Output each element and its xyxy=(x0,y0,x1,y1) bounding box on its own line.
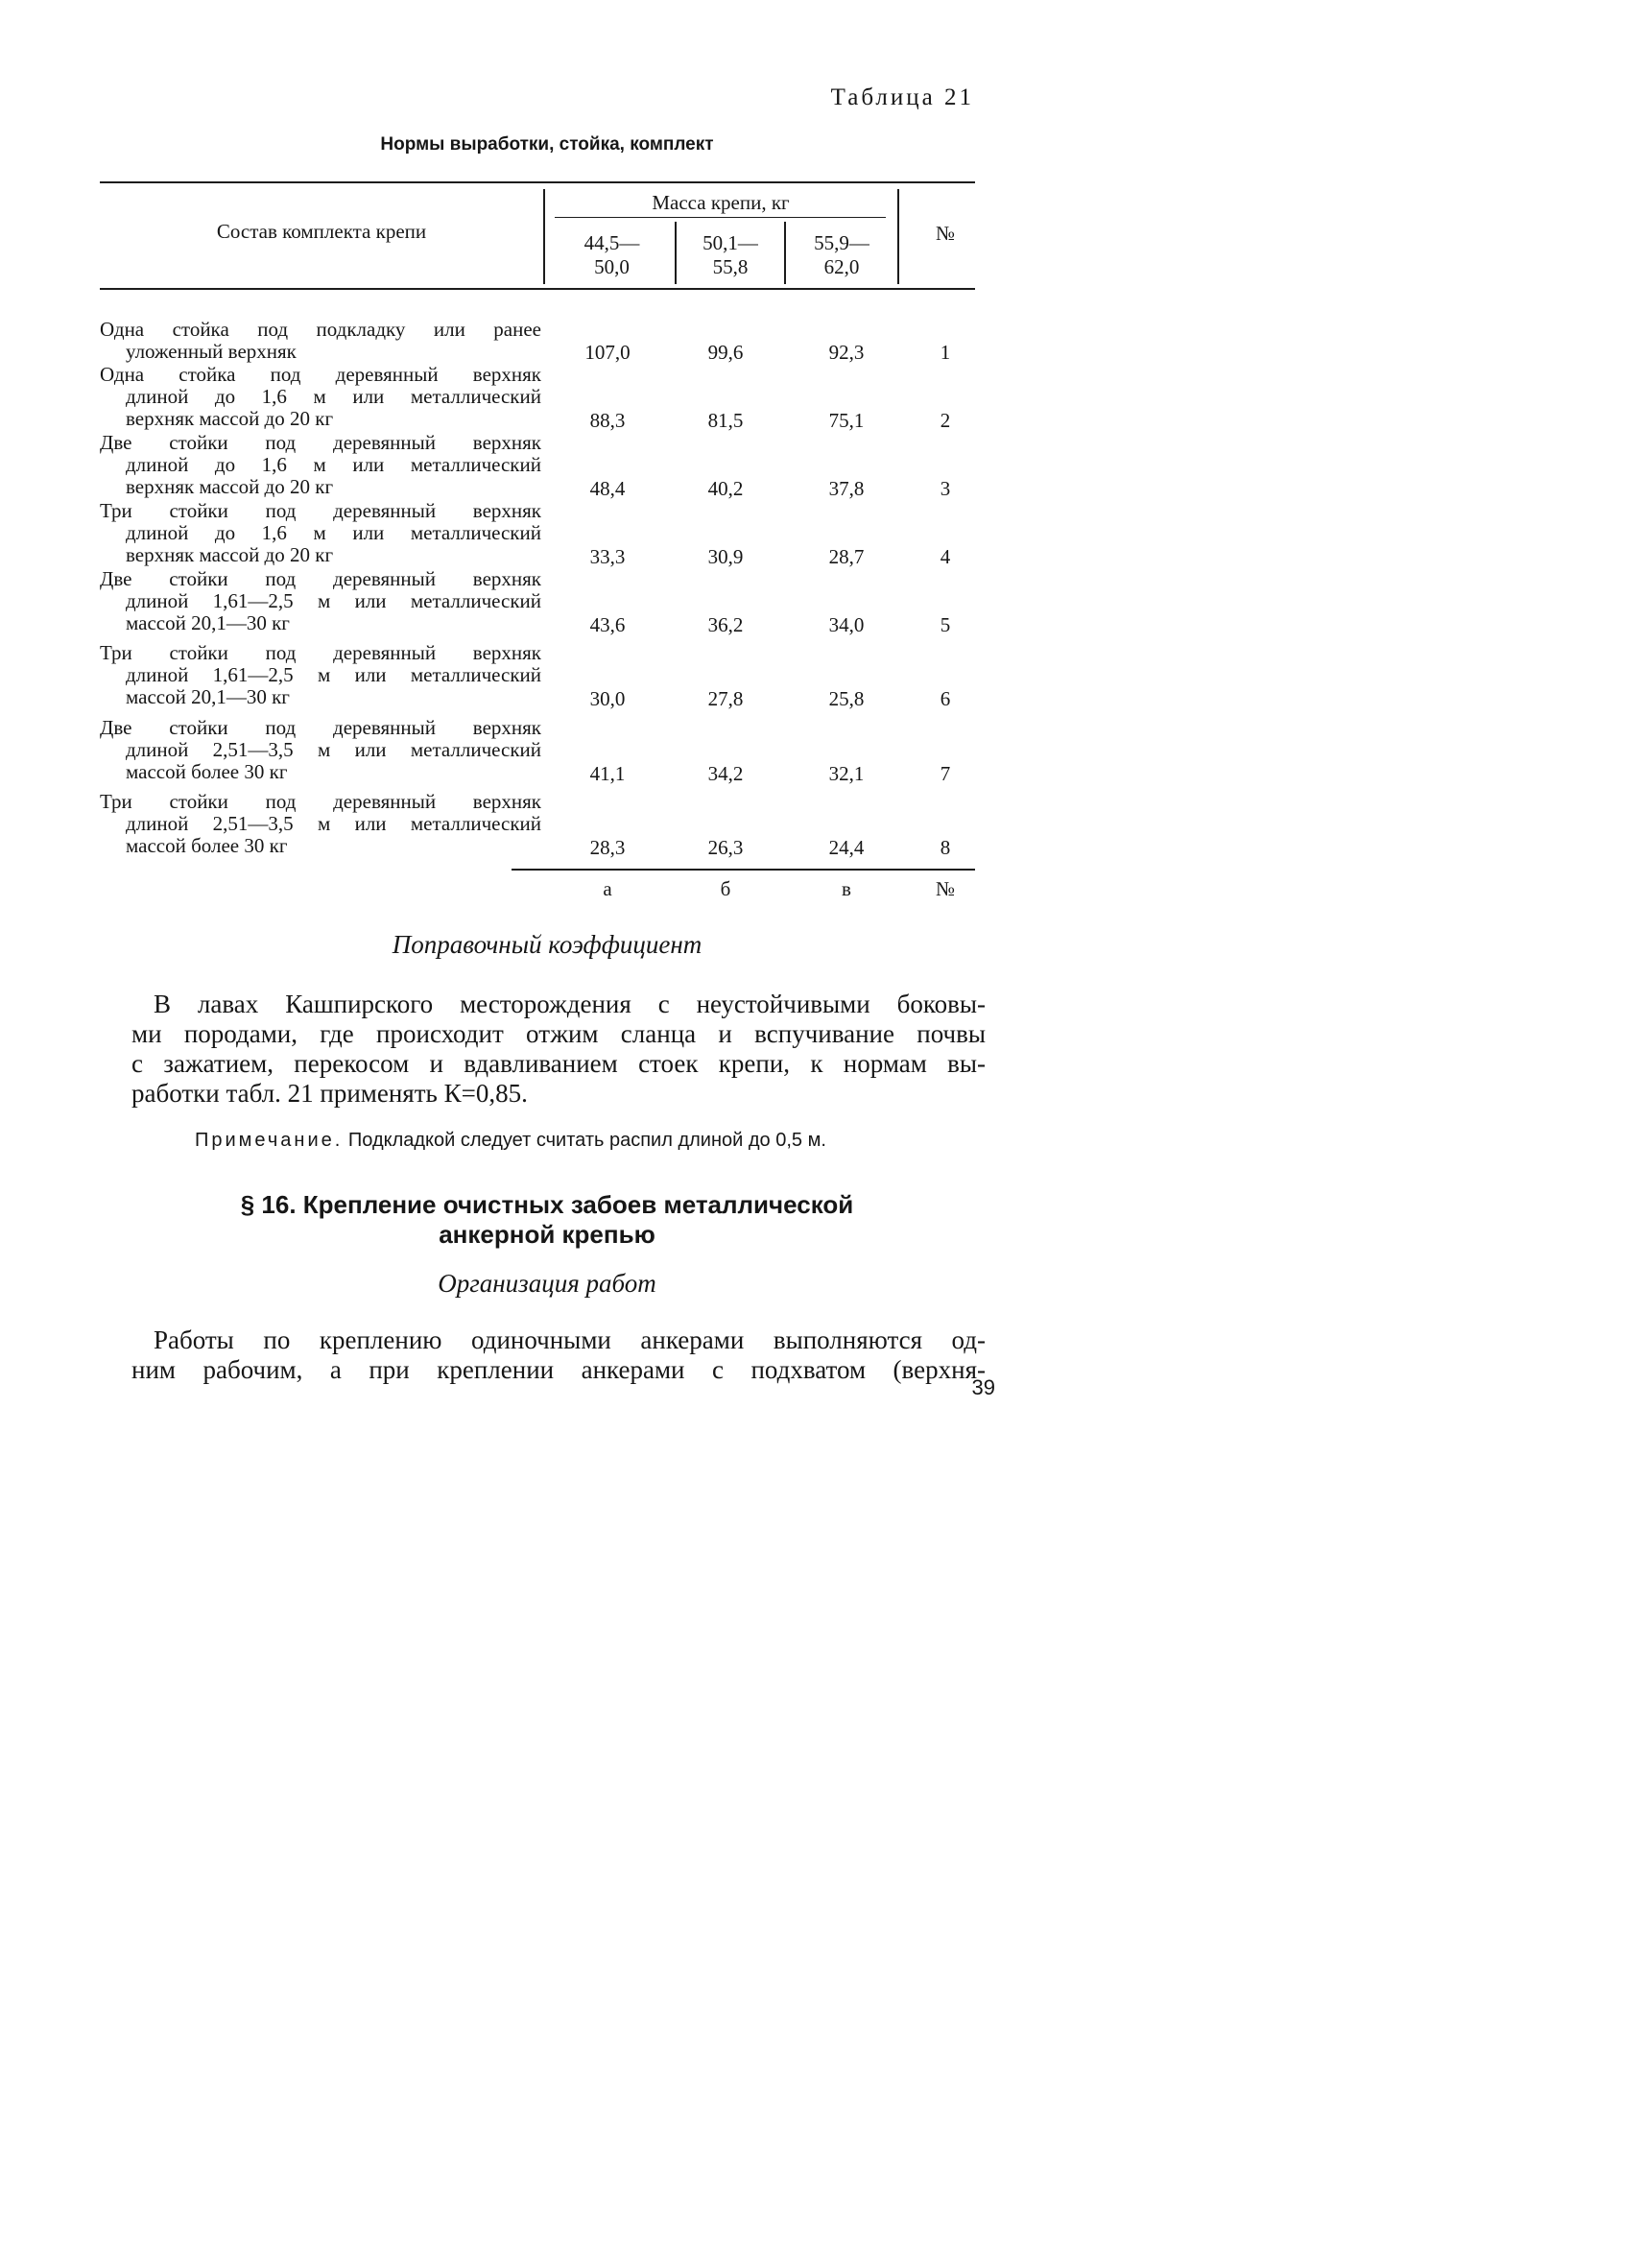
header-composition: Состав комплекта крепи xyxy=(216,220,427,243)
table-row-8-num: 8 xyxy=(940,836,951,859)
table-row-1-value-a: 107,0 xyxy=(584,341,631,364)
table-row-5-value-c: 34,0 xyxy=(828,613,865,636)
table-row-7-value-c: 32,1 xyxy=(828,762,865,785)
section-paragraph: Работы по креплению одиночными анкерами выполняются од- ним рабочим, а при креплении анкерами с подхватом (верхня- xyxy=(131,1325,986,1384)
table-footer-c: в xyxy=(842,877,851,900)
note-text: Подкладкой следует считать распил длиной до 0,5 м. xyxy=(347,1130,826,1151)
table-header-bottom-rule xyxy=(100,288,975,290)
table-row-4-value-c: 28,7 xyxy=(828,545,865,568)
section-subheading: Организация работ xyxy=(438,1269,656,1298)
table-row-1-num: 1 xyxy=(940,341,951,364)
correction-heading: Поправочный коэффициент xyxy=(392,930,702,959)
header-mass-range-3: 55,9— 62,0 xyxy=(814,231,869,278)
table-footer-num: № xyxy=(935,877,956,900)
section-title: § 16. Крепление очистных забоев металлической анкерной крепью xyxy=(240,1190,854,1249)
table-divider-mass-2 xyxy=(784,222,786,284)
table-row-3-value-a: 48,4 xyxy=(589,477,626,500)
table-divider-left xyxy=(543,189,545,284)
table-top-rule xyxy=(100,181,975,183)
mass-subheader-rule xyxy=(555,217,886,218)
header-mass-range-1: 44,5— 50,0 xyxy=(583,231,640,278)
table-footer-b: б xyxy=(720,877,731,900)
table-row-7-num: 7 xyxy=(940,762,951,785)
table-row-8-description: Три стойки под деревянный верхняк длиной 2,51—3,5 м или металлический массой более 30 кг xyxy=(100,790,541,857)
correction-paragraph: В лавах Кашпирского месторождения с неустойчивыми боковы- ми породами, где происходит отжим сланца и вспучивание почвы с зажатием, перекосом и вдавливанием стоек крепи, к нормам вы- работки табл. 21 применять К=0,85. xyxy=(131,990,986,1108)
table-row-8-value-c: 24,4 xyxy=(828,836,865,859)
table-row-3-description: Две стойки под деревянный верхняк длиной до 1,6 м или металлический верхняк массой до 20 кг xyxy=(100,431,541,498)
table-row-1-value-c: 92,3 xyxy=(828,341,865,364)
table-row-6-value-b: 27,8 xyxy=(707,687,744,710)
table-row-7-value-b: 34,2 xyxy=(707,762,744,785)
header-mass: Масса крепи, кг xyxy=(652,191,790,214)
table-row-7-description: Две стойки под деревянный верхняк длиной 2,51—3,5 м или металлический массой более 30 кг xyxy=(100,716,541,783)
table-row-6-num: 6 xyxy=(940,687,951,710)
table-row-2-value-b: 81,5 xyxy=(707,409,744,432)
table-row-4-value-b: 30,9 xyxy=(707,545,744,568)
table-row-3-value-c: 37,8 xyxy=(828,477,865,500)
table-footer-a: а xyxy=(603,877,612,900)
table-row-6-description: Три стойки под деревянный верхняк длиной 1,61—2,5 м или металлический массой 20,1—30 кг xyxy=(100,641,541,708)
note-label: Примечание. xyxy=(195,1130,344,1151)
table-row-7-value-a: 41,1 xyxy=(589,762,626,785)
table-row-8-value-a: 28,3 xyxy=(589,836,626,859)
table-footer-rule xyxy=(512,869,975,871)
table-row-3-value-b: 40,2 xyxy=(707,477,744,500)
table-row-2-value-a: 88,3 xyxy=(589,409,626,432)
table-row-4-description: Три стойки под деревянный верхняк длиной до 1,6 м или металлический верхняк массой до 20 кг xyxy=(100,499,541,566)
header-num: № xyxy=(935,222,956,245)
page-number: 39 xyxy=(971,1375,995,1399)
table-row-2-description: Одна стойка под деревянный верхняк длиной до 1,6 м или металлический верхняк массой до 20 кг xyxy=(100,363,541,430)
table-row-5-value-a: 43,6 xyxy=(589,613,626,636)
table-row-5-value-b: 36,2 xyxy=(707,613,744,636)
table-row-1-description: Одна стойка под подкладку или ранее уложенный верхняк xyxy=(100,318,541,363)
table-row-8-value-b: 26,3 xyxy=(707,836,744,859)
table-title: Нормы выработки, стойка, комплект xyxy=(380,134,714,155)
table-label: Таблица 21 xyxy=(830,84,974,110)
table-divider-right xyxy=(897,189,899,284)
table-row-4-value-a: 33,3 xyxy=(589,545,626,568)
table-row-4-num: 4 xyxy=(940,545,951,568)
table-row-5-description: Две стойки под деревянный верхняк длиной 1,61—2,5 м или металлический массой 20,1—30 кг xyxy=(100,567,541,634)
table-row-3-num: 3 xyxy=(940,477,951,500)
table-divider-mass-1 xyxy=(675,222,677,284)
header-mass-range-2: 50,1— 55,8 xyxy=(702,231,758,278)
table-row-6-value-c: 25,8 xyxy=(828,687,865,710)
table-row-5-num: 5 xyxy=(940,613,951,636)
table-row-1-value-b: 99,6 xyxy=(707,341,744,364)
table-row-2-num: 2 xyxy=(940,409,951,432)
table-row-2-value-c: 75,1 xyxy=(828,409,865,432)
note xyxy=(195,1130,826,1152)
table-row-6-value-a: 30,0 xyxy=(589,687,626,710)
